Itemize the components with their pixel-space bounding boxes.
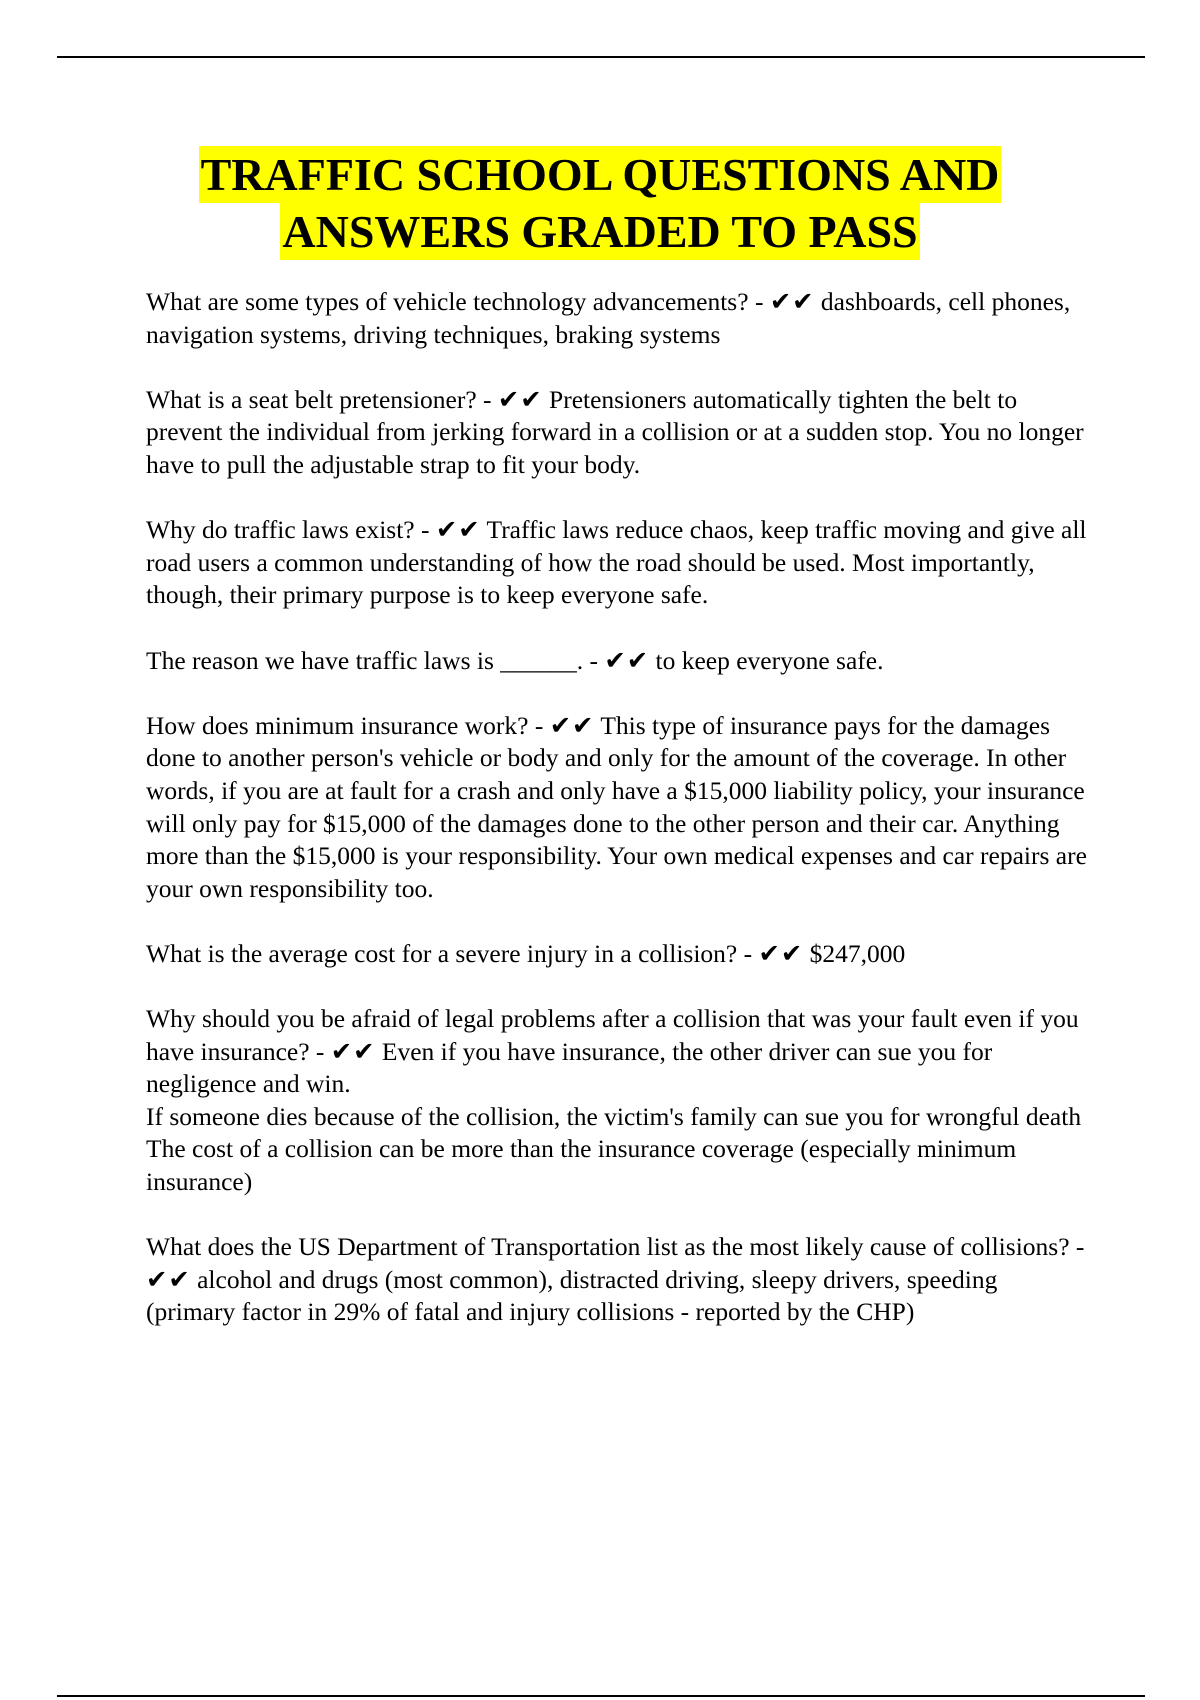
- separator: -: [309, 1036, 331, 1066]
- answer-text: alcohol and drugs (most common), distracted driving, sleepy drivers, speeding (primary factor in 29% of fatal and injury collisions - reported by the CHP): [146, 1264, 998, 1327]
- document-title: [60, 146, 1140, 260]
- checkmark-icon: ✔✔: [497, 384, 543, 414]
- title-line-1: TRAFFIC SCHOOL QUESTIONS AND: [199, 146, 1002, 203]
- qa-paragraph: [146, 1003, 1091, 1101]
- answer-text: $247,000: [809, 938, 906, 968]
- separator: -: [748, 287, 770, 316]
- checkmark-icon: ✔✔: [146, 1264, 191, 1294]
- answer-text: to keep everyone safe.: [655, 645, 884, 675]
- qa-item: [146, 938, 1091, 971]
- separator: -: [414, 515, 436, 545]
- qa-item: [146, 1231, 1091, 1329]
- qa-paragraph: [146, 286, 1091, 351]
- qa-paragraph: [146, 1231, 1091, 1329]
- answer-text: Even if you have insurance, the other driver can sue you for negligence and win.: [146, 1036, 993, 1099]
- checkmark-icon: ✔✔: [435, 515, 481, 545]
- question-text: How does minimum insurance work?: [146, 710, 529, 740]
- question-text: Why should you be afraid of legal problems after a collision that was your fault even if you have insurance?: [146, 1004, 1079, 1066]
- checkmark-icon: ✔✔: [604, 645, 650, 675]
- qa-paragraph: [146, 514, 1091, 612]
- answer-text: dashboards, cell phones, navigation systems, driving techniques, braking systems: [146, 287, 1071, 349]
- qa-item: [146, 710, 1091, 906]
- checkmark-icon: ✔✔: [758, 938, 804, 968]
- qa-item: [146, 286, 1091, 351]
- qa-item: [146, 384, 1091, 482]
- answer-text: Pretensioners automatically tighten the belt to prevent the individual from jerking forward in a collision or at a sudden stop. You no longer have to pull the adjustable strap to fit your body.: [146, 384, 1084, 479]
- qa-paragraph: [146, 645, 1091, 678]
- separator: -: [583, 645, 605, 675]
- qa-paragraph: [146, 938, 1091, 971]
- question-text: What is the average cost for a severe injury in a collision?: [146, 938, 738, 968]
- separator: -: [737, 938, 759, 968]
- qa-item: [146, 1003, 1091, 1199]
- qa-item: [146, 514, 1091, 612]
- checkmark-icon: ✔✔: [330, 1036, 376, 1066]
- checkmark-icon: ✔✔: [549, 710, 595, 740]
- answer-text: Traffic laws reduce chaos, keep traffic moving and give all road users a common understanding of how the road should be used. Most importantly, though, their primary purpose is to keep everyone safe.: [146, 515, 1087, 610]
- qa-list: [146, 286, 1091, 1362]
- checkmark-icon: ✔✔: [769, 287, 815, 316]
- question-text: Why do traffic laws exist?: [146, 515, 415, 545]
- separator: -: [1069, 1232, 1085, 1262]
- question-text: What does the US Department of Transportation list as the most likely cause of collisions?: [146, 1232, 1070, 1262]
- qa-paragraph: [146, 384, 1091, 482]
- qa-paragraph: [146, 710, 1091, 906]
- top-rule: [57, 56, 1145, 58]
- answer-text: This type of insurance pays for the damages done to another person's vehicle or body and only for the amount of the coverage. In other words, if you are at fault for a crash and only have a $15,000 liability policy, your insurance will only pay for $15,000 of the damages done to the other person and their car. Anything more than the $15,000 is your responsibility. Your own medical expenses and car repairs are your own responsibility too.: [146, 710, 1087, 903]
- qa-item: [146, 645, 1091, 678]
- question-text: What is a seat belt pretensioner?: [146, 384, 477, 414]
- title-line-2: ANSWERS GRADED TO PASS: [280, 203, 919, 260]
- bottom-rule: [57, 1695, 1145, 1697]
- separator: -: [476, 384, 498, 414]
- question-text: The reason we have traffic laws is ______.: [146, 645, 584, 675]
- separator: -: [528, 710, 550, 740]
- answer-continuation: The cost of a collision can be more than the insurance coverage (especially minimum insurance): [146, 1134, 1017, 1197]
- question-text: What are some types of vehicle technology advancements?: [146, 287, 749, 316]
- answer-continuation: If someone dies because of the collision, the victim's family can sue you for wrongful death: [146, 1101, 1082, 1131]
